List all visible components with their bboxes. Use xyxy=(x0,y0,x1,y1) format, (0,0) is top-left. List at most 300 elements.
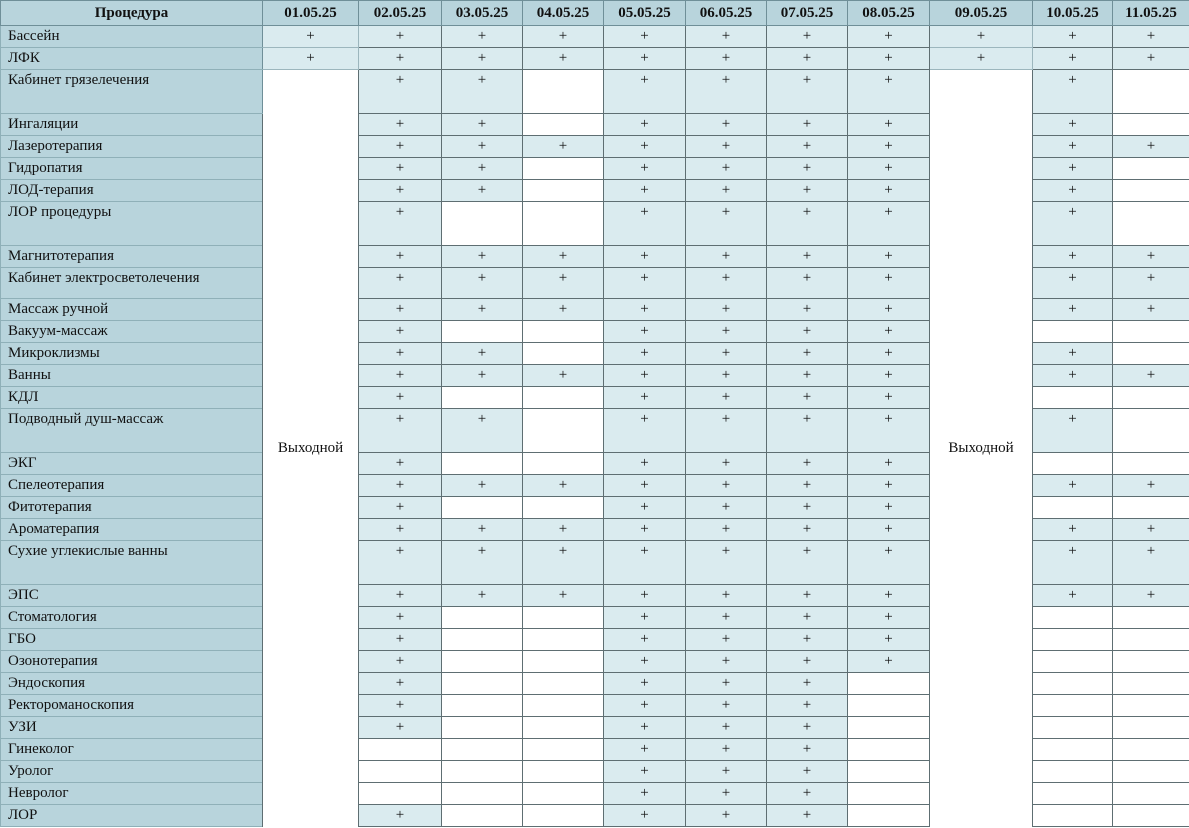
empty-cell xyxy=(523,387,604,409)
procedure-available-mark: + xyxy=(1033,475,1113,497)
procedure-available-mark: + xyxy=(767,497,848,519)
procedure-name: Ректороманоскопия xyxy=(1,695,263,717)
procedure-name: Подводный душ-массаж xyxy=(1,409,263,453)
procedure-available-mark: + xyxy=(1033,202,1113,246)
empty-cell xyxy=(848,717,930,739)
procedure-available-mark: + xyxy=(767,519,848,541)
empty-cell xyxy=(523,70,604,114)
empty-cell xyxy=(442,607,523,629)
empty-cell xyxy=(1113,717,1189,739)
procedure-available-mark: + xyxy=(604,268,686,299)
procedure-available-mark: + xyxy=(767,761,848,783)
procedure-available-mark: + xyxy=(767,783,848,805)
procedure-available-mark: + xyxy=(686,321,767,343)
procedure-available-mark: + xyxy=(767,299,848,321)
procedure-available-mark: + xyxy=(604,629,686,651)
empty-cell xyxy=(1033,321,1113,343)
procedure-name: УЗИ xyxy=(1,717,263,739)
procedure-available-mark: + xyxy=(767,202,848,246)
empty-cell xyxy=(442,651,523,673)
procedure-name: Магнитотерапия xyxy=(1,246,263,268)
empty-cell xyxy=(1113,497,1189,519)
procedure-available-mark: + xyxy=(1033,268,1113,299)
empty-cell xyxy=(1033,695,1113,717)
procedure-available-mark: + xyxy=(1113,299,1189,321)
empty-cell xyxy=(1033,607,1113,629)
procedure-available-mark: + xyxy=(604,497,686,519)
procedure-available-mark: + xyxy=(1033,114,1113,136)
procedure-available-mark: + xyxy=(604,202,686,246)
procedure-available-mark: + xyxy=(767,321,848,343)
procedure-available-mark: + xyxy=(686,497,767,519)
procedure-available-mark: + xyxy=(848,26,930,48)
empty-cell xyxy=(1113,409,1189,453)
empty-cell xyxy=(523,761,604,783)
procedure-name: Ароматерапия xyxy=(1,519,263,541)
empty-cell xyxy=(1113,607,1189,629)
procedure-available-mark: + xyxy=(359,541,442,585)
procedure-name: Фитотерапия xyxy=(1,497,263,519)
procedure-available-mark: + xyxy=(686,673,767,695)
empty-cell xyxy=(523,453,604,475)
procedure-available-mark: + xyxy=(767,343,848,365)
procedure-available-mark: + xyxy=(686,453,767,475)
procedure-available-mark: + xyxy=(767,541,848,585)
procedure-available-mark: + xyxy=(848,475,930,497)
empty-cell xyxy=(1033,761,1113,783)
procedure-name: Невролог xyxy=(1,783,263,805)
procedure-available-mark: + xyxy=(523,299,604,321)
procedure-available-mark: + xyxy=(767,180,848,202)
procedure-available-mark: + xyxy=(686,541,767,585)
day-off-cell xyxy=(930,70,1033,827)
procedure-available-mark: + xyxy=(442,246,523,268)
procedure-available-mark: + xyxy=(604,783,686,805)
procedure-available-mark: + xyxy=(1113,246,1189,268)
procedure-available-mark: + xyxy=(263,26,359,48)
procedure-available-mark: + xyxy=(604,387,686,409)
procedure-available-mark: + xyxy=(442,268,523,299)
procedure-available-mark: + xyxy=(848,246,930,268)
procedure-available-mark: + xyxy=(686,299,767,321)
procedure-available-mark: + xyxy=(359,343,442,365)
empty-cell xyxy=(1113,202,1189,246)
procedure-available-mark: + xyxy=(1033,158,1113,180)
procedure-name: Кабинет электросветолечения xyxy=(1,268,263,299)
empty-cell xyxy=(442,717,523,739)
procedure-available-mark: + xyxy=(604,607,686,629)
procedure-name: Сухие углекислые ванны xyxy=(1,541,263,585)
procedure-available-mark: + xyxy=(604,739,686,761)
procedure-available-mark: + xyxy=(442,519,523,541)
procedure-name: Стоматология xyxy=(1,607,263,629)
procedure-available-mark: + xyxy=(1033,409,1113,453)
empty-cell xyxy=(1113,114,1189,136)
procedure-name: Лазеротерапия xyxy=(1,136,263,158)
empty-cell xyxy=(523,607,604,629)
procedure-available-mark: + xyxy=(359,70,442,114)
empty-cell xyxy=(523,717,604,739)
procedure-name: Уролог xyxy=(1,761,263,783)
empty-cell xyxy=(442,629,523,651)
procedure-available-mark: + xyxy=(604,695,686,717)
procedure-available-mark: + xyxy=(604,180,686,202)
procedure-available-mark: + xyxy=(1033,136,1113,158)
procedure-available-mark: + xyxy=(604,299,686,321)
procedure-available-mark: + xyxy=(1113,268,1189,299)
procedure-available-mark: + xyxy=(604,26,686,48)
procedure-available-mark: + xyxy=(442,158,523,180)
procedure-name: КДЛ xyxy=(1,387,263,409)
procedure-name: ЭПС xyxy=(1,585,263,607)
procedure-available-mark: + xyxy=(767,629,848,651)
procedure-available-mark: + xyxy=(686,761,767,783)
procedure-name: ГБО xyxy=(1,629,263,651)
procedure-available-mark: + xyxy=(523,541,604,585)
empty-cell xyxy=(1113,651,1189,673)
empty-cell xyxy=(523,409,604,453)
date-column-header: 02.05.25 xyxy=(359,1,442,26)
procedure-available-mark: + xyxy=(523,585,604,607)
procedure-available-mark: + xyxy=(767,805,848,827)
empty-cell xyxy=(1113,387,1189,409)
procedure-available-mark: + xyxy=(523,519,604,541)
empty-cell xyxy=(523,180,604,202)
procedure-available-mark: + xyxy=(848,321,930,343)
table-row xyxy=(1,26,1189,48)
empty-cell xyxy=(442,739,523,761)
procedure-available-mark: + xyxy=(848,585,930,607)
date-column-header: 03.05.25 xyxy=(442,1,523,26)
procedure-available-mark: + xyxy=(359,585,442,607)
procedure-available-mark: + xyxy=(359,136,442,158)
procedure-name: Ванны xyxy=(1,365,263,387)
procedure-available-mark: + xyxy=(848,114,930,136)
procedure-available-mark: + xyxy=(359,629,442,651)
empty-cell xyxy=(1113,343,1189,365)
procedure-available-mark: + xyxy=(686,409,767,453)
empty-cell xyxy=(1033,453,1113,475)
procedure-available-mark: + xyxy=(686,651,767,673)
procedure-available-mark: + xyxy=(767,475,848,497)
procedure-available-mark: + xyxy=(604,365,686,387)
procedure-available-mark: + xyxy=(604,409,686,453)
empty-cell xyxy=(523,202,604,246)
empty-cell xyxy=(848,783,930,805)
procedure-available-mark: + xyxy=(442,114,523,136)
empty-cell xyxy=(359,739,442,761)
procedure-name: Эндоскопия xyxy=(1,673,263,695)
procedure-available-mark: + xyxy=(1113,541,1189,585)
empty-cell xyxy=(1033,783,1113,805)
empty-cell xyxy=(523,783,604,805)
procedure-name: Спелеотерапия xyxy=(1,475,263,497)
procedure-name: ЛОР xyxy=(1,805,263,827)
procedure-available-mark: + xyxy=(604,761,686,783)
procedure-available-mark: + xyxy=(604,585,686,607)
empty-cell xyxy=(1033,629,1113,651)
empty-cell xyxy=(523,158,604,180)
empty-cell xyxy=(1033,805,1113,827)
procedure-available-mark: + xyxy=(686,158,767,180)
procedure-available-mark: + xyxy=(686,475,767,497)
procedure-name: Озонотерапия xyxy=(1,651,263,673)
date-column-header: 09.05.25 xyxy=(930,1,1033,26)
procedure-name: Гидропатия xyxy=(1,158,263,180)
empty-cell xyxy=(523,673,604,695)
procedure-available-mark: + xyxy=(767,26,848,48)
procedure-available-mark: + xyxy=(1113,48,1189,70)
procedure-available-mark: + xyxy=(604,453,686,475)
procedure-available-mark: + xyxy=(686,629,767,651)
empty-cell xyxy=(359,783,442,805)
procedure-available-mark: + xyxy=(848,541,930,585)
procedure-available-mark: + xyxy=(1033,246,1113,268)
date-column-header: 11.05.25 xyxy=(1113,1,1189,26)
procedure-name: Массаж ручной xyxy=(1,299,263,321)
day-off-label: Выходной xyxy=(277,439,344,456)
empty-cell xyxy=(1113,158,1189,180)
procedure-available-mark: + xyxy=(848,387,930,409)
procedure-available-mark: + xyxy=(359,114,442,136)
procedure-available-mark: + xyxy=(686,783,767,805)
procedure-available-mark: + xyxy=(767,114,848,136)
procedure-available-mark: + xyxy=(767,48,848,70)
procedure-name: Кабинет грязелечения xyxy=(1,70,263,114)
procedure-available-mark: + xyxy=(1113,585,1189,607)
procedure-available-mark: + xyxy=(848,136,930,158)
procedure-available-mark: + xyxy=(263,48,359,70)
procedure-available-mark: + xyxy=(767,387,848,409)
procedure-available-mark: + xyxy=(767,70,848,114)
empty-cell xyxy=(523,739,604,761)
procedure-available-mark: + xyxy=(523,475,604,497)
date-column-header: 06.05.25 xyxy=(686,1,767,26)
procedure-available-mark: + xyxy=(359,246,442,268)
procedure-available-mark: + xyxy=(604,805,686,827)
procedure-available-mark: + xyxy=(523,268,604,299)
empty-cell xyxy=(848,673,930,695)
procedure-available-mark: + xyxy=(848,607,930,629)
empty-cell xyxy=(442,453,523,475)
procedure-available-mark: + xyxy=(767,673,848,695)
schedule-body xyxy=(1,26,1189,827)
procedure-available-mark: + xyxy=(359,475,442,497)
procedure-available-mark: + xyxy=(523,365,604,387)
procedure-available-mark: + xyxy=(686,607,767,629)
procedure-available-mark: + xyxy=(1033,585,1113,607)
procedure-available-mark: + xyxy=(686,114,767,136)
procedure-available-mark: + xyxy=(442,70,523,114)
procedure-available-mark: + xyxy=(767,158,848,180)
empty-cell xyxy=(1113,805,1189,827)
procedure-available-mark: + xyxy=(686,805,767,827)
procedure-available-mark: + xyxy=(848,519,930,541)
empty-cell xyxy=(1113,695,1189,717)
procedure-available-mark: + xyxy=(604,519,686,541)
procedure-available-mark: + xyxy=(1033,365,1113,387)
procedure-available-mark: + xyxy=(848,70,930,114)
empty-cell xyxy=(442,387,523,409)
procedure-available-mark: + xyxy=(1033,48,1113,70)
date-column-header: 08.05.25 xyxy=(848,1,930,26)
procedure-available-mark: + xyxy=(767,739,848,761)
procedure-available-mark: + xyxy=(442,343,523,365)
procedure-name: Гинеколог xyxy=(1,739,263,761)
procedure-available-mark: + xyxy=(359,180,442,202)
procedure-available-mark: + xyxy=(848,453,930,475)
empty-cell xyxy=(442,321,523,343)
date-column-header: 01.05.25 xyxy=(263,1,359,26)
procedure-available-mark: + xyxy=(359,158,442,180)
empty-cell xyxy=(442,783,523,805)
date-column-header: 05.05.25 xyxy=(604,1,686,26)
procedure-available-mark: + xyxy=(604,48,686,70)
procedure-available-mark: + xyxy=(359,607,442,629)
procedure-available-mark: + xyxy=(848,651,930,673)
procedure-available-mark: + xyxy=(604,541,686,585)
empty-cell xyxy=(442,805,523,827)
procedure-available-mark: + xyxy=(848,202,930,246)
procedure-available-mark: + xyxy=(767,607,848,629)
empty-cell xyxy=(1113,783,1189,805)
procedure-available-mark: + xyxy=(442,475,523,497)
procedure-available-mark: + xyxy=(523,246,604,268)
procedure-available-mark: + xyxy=(523,136,604,158)
procedure-available-mark: + xyxy=(686,26,767,48)
procedure-available-mark: + xyxy=(686,70,767,114)
procedure-available-mark: + xyxy=(604,717,686,739)
procedure-available-mark: + xyxy=(686,585,767,607)
procedure-available-mark: + xyxy=(604,321,686,343)
procedure-available-mark: + xyxy=(767,268,848,299)
procedure-available-mark: + xyxy=(604,673,686,695)
procedure-name: Бассейн xyxy=(1,26,263,48)
procedure-available-mark: + xyxy=(686,48,767,70)
empty-cell xyxy=(848,695,930,717)
empty-cell xyxy=(1033,739,1113,761)
procedure-available-mark: + xyxy=(442,26,523,48)
empty-cell xyxy=(523,651,604,673)
procedure-available-mark: + xyxy=(1113,136,1189,158)
empty-cell xyxy=(1113,739,1189,761)
procedure-available-mark: + xyxy=(359,202,442,246)
procedure-available-mark: + xyxy=(359,321,442,343)
table-row xyxy=(1,70,1189,114)
procedure-available-mark: + xyxy=(442,409,523,453)
procedure-available-mark: + xyxy=(686,695,767,717)
procedure-available-mark: + xyxy=(686,136,767,158)
procedure-column-header: Процедура xyxy=(1,1,263,26)
empty-cell xyxy=(1033,497,1113,519)
procedure-available-mark: + xyxy=(359,387,442,409)
procedure-available-mark: + xyxy=(686,202,767,246)
procedure-available-mark: + xyxy=(1033,519,1113,541)
procedure-available-mark: + xyxy=(523,48,604,70)
procedure-available-mark: + xyxy=(604,158,686,180)
procedure-available-mark: + xyxy=(604,475,686,497)
procedure-available-mark: + xyxy=(359,673,442,695)
empty-cell xyxy=(1113,453,1189,475)
empty-cell xyxy=(359,761,442,783)
procedure-available-mark: + xyxy=(930,48,1033,70)
procedure-available-mark: + xyxy=(604,343,686,365)
empty-cell xyxy=(1113,180,1189,202)
procedure-available-mark: + xyxy=(848,365,930,387)
day-off-cell xyxy=(263,70,359,827)
procedure-available-mark: + xyxy=(1033,541,1113,585)
procedure-available-mark: + xyxy=(767,453,848,475)
procedure-available-mark: + xyxy=(767,717,848,739)
procedure-available-mark: + xyxy=(686,343,767,365)
procedure-available-mark: + xyxy=(359,695,442,717)
procedure-available-mark: + xyxy=(523,26,604,48)
procedure-available-mark: + xyxy=(848,343,930,365)
procedure-available-mark: + xyxy=(359,299,442,321)
procedure-available-mark: + xyxy=(442,541,523,585)
procedure-available-mark: + xyxy=(442,585,523,607)
empty-cell xyxy=(523,805,604,827)
procedure-available-mark: + xyxy=(359,717,442,739)
empty-cell xyxy=(442,695,523,717)
procedure-available-mark: + xyxy=(442,136,523,158)
empty-cell xyxy=(442,673,523,695)
procedure-available-mark: + xyxy=(767,365,848,387)
procedure-available-mark: + xyxy=(604,70,686,114)
procedure-available-mark: + xyxy=(686,180,767,202)
procedure-available-mark: + xyxy=(686,268,767,299)
procedure-available-mark: + xyxy=(848,268,930,299)
procedure-available-mark: + xyxy=(1033,26,1113,48)
empty-cell xyxy=(848,761,930,783)
procedure-available-mark: + xyxy=(767,585,848,607)
procedure-available-mark: + xyxy=(359,805,442,827)
procedure-available-mark: + xyxy=(442,365,523,387)
empty-cell xyxy=(523,695,604,717)
procedure-available-mark: + xyxy=(359,26,442,48)
procedure-available-mark: + xyxy=(359,651,442,673)
procedure-available-mark: + xyxy=(442,299,523,321)
empty-cell xyxy=(1113,761,1189,783)
procedure-available-mark: + xyxy=(1033,180,1113,202)
procedure-available-mark: + xyxy=(848,48,930,70)
day-off-label: Выходной xyxy=(948,439,1014,456)
procedure-available-mark: + xyxy=(1113,26,1189,48)
procedure-available-mark: + xyxy=(359,409,442,453)
table-row xyxy=(1,48,1189,70)
header-row xyxy=(1,1,1189,26)
procedure-available-mark: + xyxy=(930,26,1033,48)
empty-cell xyxy=(442,497,523,519)
procedure-available-mark: + xyxy=(767,695,848,717)
date-column-header: 04.05.25 xyxy=(523,1,604,26)
procedure-available-mark: + xyxy=(686,519,767,541)
empty-cell xyxy=(1113,321,1189,343)
empty-cell xyxy=(442,761,523,783)
procedure-available-mark: + xyxy=(848,629,930,651)
procedure-available-mark: + xyxy=(604,136,686,158)
procedure-name: ЛОР процедуры xyxy=(1,202,263,246)
procedure-available-mark: + xyxy=(1033,70,1113,114)
procedure-name: ЭКГ xyxy=(1,453,263,475)
procedure-available-mark: + xyxy=(359,365,442,387)
procedure-available-mark: + xyxy=(686,739,767,761)
date-column-header: 07.05.25 xyxy=(767,1,848,26)
procedure-name: ЛОД-терапия xyxy=(1,180,263,202)
procedure-available-mark: + xyxy=(686,387,767,409)
procedure-available-mark: + xyxy=(1033,343,1113,365)
empty-cell xyxy=(1033,673,1113,695)
